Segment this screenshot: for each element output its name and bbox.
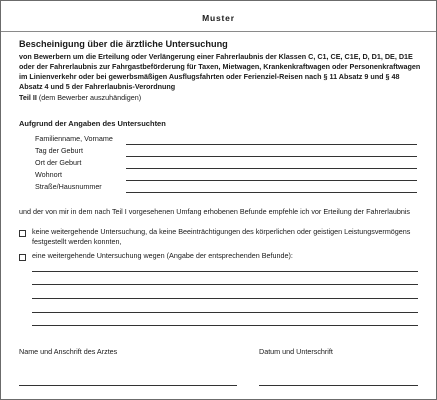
option-further-exam-checkbox[interactable]: [19, 254, 26, 261]
header-divider: [1, 31, 436, 32]
recommendation-text: und der von mir in dem nach Teil I vorgesehenen Umfang erhobenen Befunde empfehle ich vor Erteilung der Fahrerlaubnis: [19, 207, 411, 216]
form-title: Bescheinigung über die ärztliche Untersuchung: [19, 39, 228, 49]
field-label-name: Familienname, Vorname: [35, 134, 113, 143]
option-no-further-exam-checkbox[interactable]: [19, 230, 26, 237]
option-no-further-exam-text: keine weitergehende Untersuchung, da keine Beeinträchtigungen des körperlichen oder geistigen Leistungsvermögens festgestellt werden konnten,: [32, 227, 411, 246]
teil-line: [19, 93, 141, 102]
date-signature-label: Datum und Unterschrift: [259, 347, 333, 356]
findings-line[interactable]: [32, 284, 418, 285]
muster-label: Muster: [202, 13, 235, 23]
field-label-street: Straße/Hausnummer: [35, 182, 102, 191]
field-birthplace-input[interactable]: [126, 168, 417, 169]
field-label-birthdate: Tag der Geburt: [35, 146, 83, 155]
findings-line[interactable]: [32, 298, 418, 299]
findings-line[interactable]: [32, 325, 418, 326]
teil-label: Teil II: [19, 93, 37, 102]
doctor-name-line[interactable]: [19, 385, 237, 386]
section-heading: Aufgrund der Angaben des Untersuchten: [19, 119, 166, 128]
intro-text: von Bewerbern um die Erteilung oder Verlängerung einer Fahrerlaubnis der Klassen C, C1, CE, C1E, D, D1, DE, D1E oder der Fahrerlaubnis zur Fahrgastbeförderung für Taxen, Mietwagen, Krankenkraftwagen oder Personenkraftwagen im Linienverkehr oder bei gewerbsmäßigen Ausflugsfahrten oder Ferienziel-Reisen nach § 11 Absatz 9 und § 48 Absatz 4 und 5 der Fahrerlaubnis-Verordnung: [19, 52, 421, 91]
field-birthdate-input[interactable]: [126, 156, 417, 157]
field-label-birthplace: Ort der Geburt: [35, 158, 82, 167]
field-street-input[interactable]: [126, 192, 417, 193]
field-residence-input[interactable]: [126, 180, 417, 181]
teil-note: (dem Bewerber auszuhändigen): [38, 93, 142, 102]
field-name-input[interactable]: [126, 144, 417, 145]
doctor-name-label: Name und Anschrift des Arztes: [19, 347, 118, 356]
date-signature-line[interactable]: [259, 385, 418, 386]
findings-line[interactable]: [32, 271, 418, 272]
field-label-residence: Wohnort: [35, 170, 63, 179]
option-further-exam-text: eine weitergehende Untersuchung wegen (Angabe der entsprechenden Befunde):: [32, 251, 293, 260]
findings-line[interactable]: [32, 312, 418, 313]
